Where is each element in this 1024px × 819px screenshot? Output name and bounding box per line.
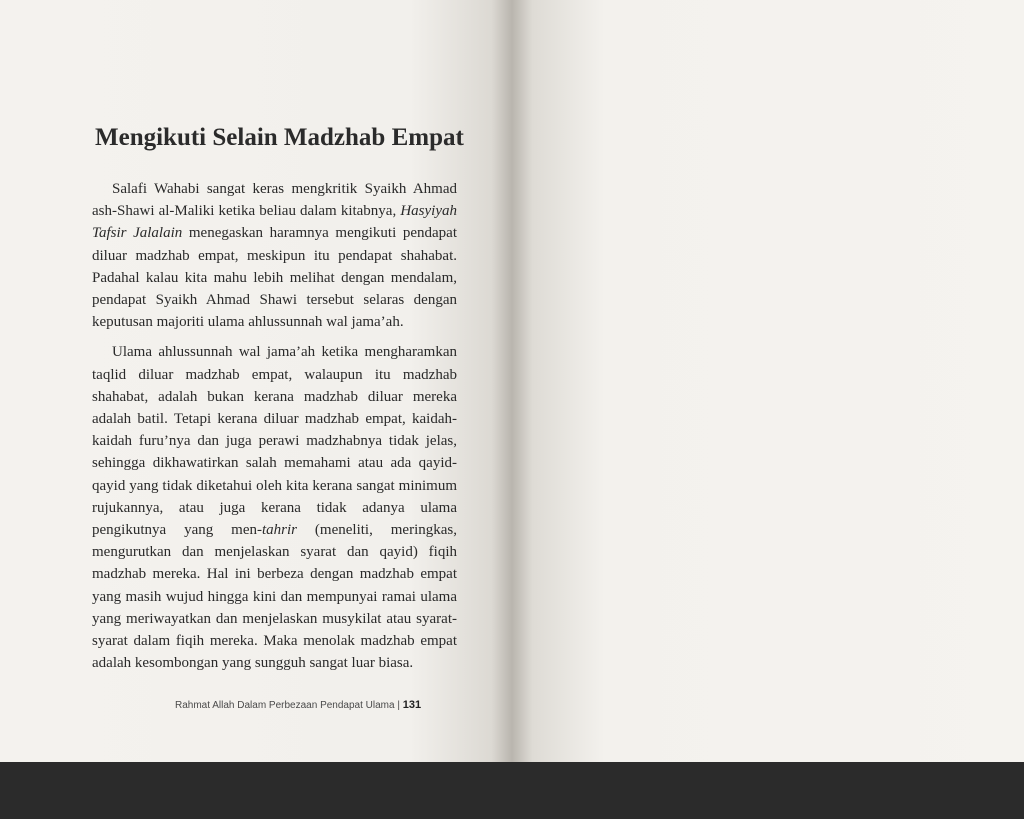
italic-term: tahrir <box>261 522 297 539</box>
paragraph <box>92 341 457 674</box>
text-run: Ulama ahlussunnah wal jama’ah ketika mengharamkan taqlid diluar madzhab empat, walaupun itu madzhab shahabat, adalah bukan kerana madzhab diluar mereka adalah batil. Tetapi kerana diluar madzhab empat, kaidah-kaidah furu’nya dan juga perawi madzhabnya tidak jelas, sehingga dikhawatirkan salah memahami atau ada qayid-qayid yang tidak diketahui oleh kita kerana sangat minimum rujukannya, atau juga kerana tidak adanya ulama pengikutnya yang men- <box>92 344 457 539</box>
paragraph <box>92 178 457 333</box>
left-body-text <box>92 178 457 682</box>
page-number: 131 <box>402 699 422 711</box>
text-run: Salafi Wahabi sangat keras mengkritik Syaikh Ahmad ash-Shawi al-Maliki ketika beliau dalam kitabnya, <box>92 181 457 220</box>
text-run: (meneliti, meringkas, mengurutkan dan menjelaskan syarat dan qayid) fiqih madzhab mereka. Hal ini berbeza dengan madzhab empat yang masih wujud hingga kini dan mempunyai ramai ulama yang meriwayatkan dan menjelaskan musykilat atau syarat-syarat dalam fiqih mereka. Maka menolak madzhab empat adalah kesombongan yang sungguh sangat luar biasa. <box>92 522 457 672</box>
right-page <box>512 0 1024 762</box>
left-footer <box>175 699 421 711</box>
text-run: menegaskan haramnya mengikuti pendapat diluar madzhab empat, meskipun itu pendapat shahabat. Padahal kalau kita mahu lebih melihat dengan mendalam, pendapat Syaikh Ahmad Shawi tersebut selaras dengan keputusan majoriti ulama ahlussunnah wal jama’ah. <box>92 225 457 331</box>
page-title: Mengikuti Selain Madzhab Empat <box>95 124 464 151</box>
footer-separator: | <box>397 700 400 711</box>
italic-term: Hasyiyah Tafsir Jalalain <box>92 203 457 242</box>
running-title: Rahmat Allah Dalam Perbezaan Pendapat Ulama <box>175 700 395 711</box>
left-page <box>0 0 512 762</box>
